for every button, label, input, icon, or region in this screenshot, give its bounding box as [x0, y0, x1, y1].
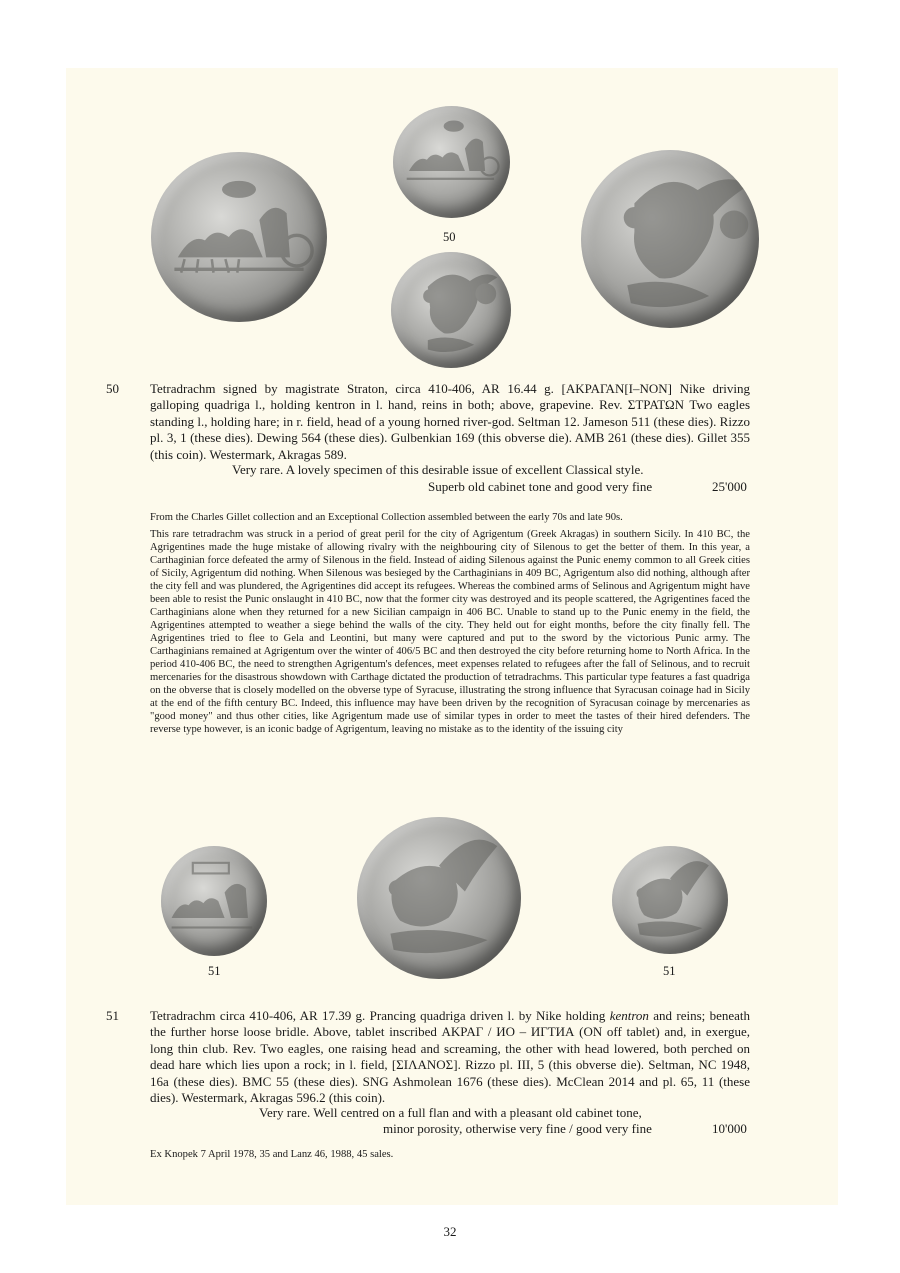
- lot-50-description: [150, 381, 750, 463]
- lot-number-51: 51: [106, 1008, 119, 1023]
- coin-50-reverse-small: [391, 252, 511, 368]
- eagles-relief-icon: [612, 846, 728, 954]
- coin-51-reverse-large: [357, 817, 521, 979]
- lot-number-50: 50: [106, 381, 119, 396]
- coin-50-obverse-small: [393, 106, 510, 218]
- lot-51-estimate: 10'000: [712, 1121, 747, 1136]
- image-label-50: 50: [443, 230, 456, 244]
- lot-51-desc-part1: Tetradrachm circa 410-406, AR 17.39 g. Prancing quadriga driven l. by Nike holding: [150, 1008, 610, 1023]
- quadriga-relief-icon: [161, 846, 267, 956]
- lot-50-historical-note: [150, 528, 750, 736]
- quadriga-relief-icon: [393, 106, 510, 218]
- lot-51-description: [150, 1008, 750, 1106]
- lot-50-provenance: From the Charles Gillet collection and an Exceptional Collection assembled between the early 70s and late 90s.: [150, 512, 623, 523]
- page-number: 32: [443, 1224, 457, 1239]
- lot-50-rarity: Very rare. A lovely specimen of this desirable issue of excellent Classical style.: [232, 462, 644, 477]
- lot-50-estimate: 25'000: [712, 479, 747, 494]
- eagles-relief-icon: [391, 252, 511, 368]
- lot-50-note-text: This rare tetradrachm was struck in a period of great peril for the city of Agrigentum (Greek Akragas) in southern Sicily. In 410 BC, the Agrigentines made the huge mistake of allowing rivalry with the neighbouring city of Silenous to get the better of them. In this year, a Carthaginian force defeated the army of Silenous in the field. Instead of aiding Silenous against the Punic enemy common to all Greek cities of Sicily, Agrigentum did nothing. When Silenous was besieged by the Carthaginians in 409 BC, Agrigentum also did nothing, although after the city fell and was plundered, the Agrigentines did accept its refugees. Whereas the combined arms of Selinous and Agrigentum might have been able to resist the Punic onslaught in 410 BC, now that the former city was destroyed and its people scattered, the Agrigentines faced the Carthaginians alone when they returned for a new Sicilian campaign in 406 BC. Unable to stand up to the Punic enemy in the field, the Agrigentines attempted to weather a siege behind the walls of the city. They held out for eight months, before the city finally fell. The Agrigentines tried to flee to Gela and Leontini, but many were captured and put to the sword by the victorious Punic army. The Carthaginians remained at Agrigentum over the winter of 406/5 BC and then destroyed the city before returning home to North Africa. In the period 410-406 BC, the need to strengthen Agrigentum's defences, meet expenses related to refugees after the fall of Selinous, and to recruit mercenaries for the disastrous showdown with Carthage dictated the production of tetradrachms. This particular type features a fast quadriga on the obverse that is closely modelled on the obverse type of Syracuse, illustrating the strong influence that Syracusan coinage had in Sicily at the end of the fifth century BC. Indeed, this influence may have been driven by the recognition of Syracusan coinage by mercenaries as "good money" and thus other cities, like Agrigentum made use of similar types in order to meet the tastes of their hired defenders. The reverse type however, is an iconic badge of Agrigentum, leaving no mistake as to the identity of the issuing city: [150, 529, 750, 735]
- quadriga-relief-icon: [151, 152, 327, 322]
- lot-50-condition: Superb old cabinet tone and good very fine: [428, 479, 653, 494]
- lot-51-provenance: Ex Knopek 7 April 1978, 35 and Lanz 46, 1988, 45 sales.: [150, 1149, 394, 1160]
- lot-50-description-text: Tetradrachm signed by magistrate Straton, circa 410-406, AR 16.44 g. [ΑΚΡΑΓΑΝ[Ι–ΝΟΝ] Nike driving galloping quadriga l., holding kentron in l. hand, reins in both; above, grapevine. Rev. ΣΤΡΑΤΩΝ Two eagles standing l., holding hare; in r. field, head of a young horned river-god. Seltman 12. Jameson 511 (these dies). Rizzo pl. 3, 1 (these dies). Dewing 564 (these dies). Gulbenkian 169 (this obverse die). AMB 261 (these dies). Gillet 355 (this coin). Westermark, Akragas 589.: [150, 381, 750, 462]
- coin-51-reverse-small: [612, 846, 728, 954]
- lot-51-desc-italic: kentron: [609, 1008, 649, 1023]
- coin-50-reverse-large: [581, 150, 759, 328]
- lot-51-desc-part2: and reins; beneath the further horse loose bridle. Above, tablet inscribed ΑΚΡΑΓ / ИО – ИГТИА (ON off tablet) and, in exergue, long thin club. Rev. Two eagles, one raising head and screaming, the other with head lowered, both perched on dead hare which lies upon a rock; in l. field, [ΣΙΛΑΝΟΣ]. Rizzo pl. III, 5 (this obverse die). Seltman, NC 1948, 16a (these dies). BMC 55 (these dies). SNG Ashmolean 1676 (these dies). McClean 2014 and pl. 65, 11 (these dies). Westermark, Akragas 596.2 (this coin).: [150, 1008, 750, 1106]
- lot-51-rarity: Very rare. Well centred on a full flan and with a pleasant old cabinet tone,: [259, 1105, 642, 1120]
- coin-51-obverse: [161, 846, 267, 956]
- eagles-relief-icon: [357, 817, 521, 979]
- coin-50-obverse-large: [151, 152, 327, 322]
- image-label-51-left: 51: [208, 964, 221, 978]
- lot-51-condition: minor porosity, otherwise very fine / good very fine: [383, 1121, 652, 1136]
- eagles-relief-icon: [581, 150, 759, 328]
- image-label-51-right: 51: [663, 964, 676, 978]
